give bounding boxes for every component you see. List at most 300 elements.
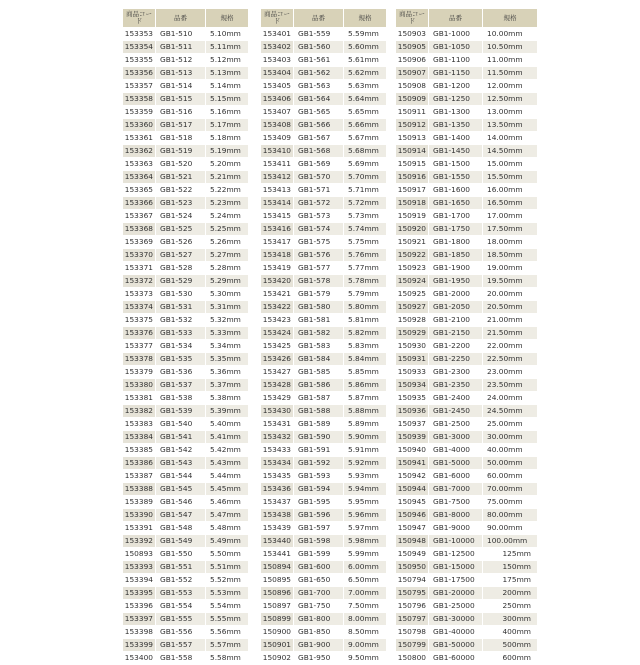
part-number-cell: GB1-950 (294, 652, 344, 665)
spec-cell: 5.77mm (344, 262, 387, 275)
part-number-cell: GB1-571 (294, 184, 344, 197)
product-code-cell: 153365 (123, 184, 156, 197)
table-row (123, 639, 249, 652)
table-row (261, 28, 387, 41)
part-number-cell: GB1-40000 (429, 626, 483, 639)
product-code-cell: 150799 (396, 639, 429, 652)
spec-cell: 5.66mm (344, 119, 387, 132)
part-number-cell: GB1-1950 (429, 275, 483, 288)
spec-cell: 5.93mm (344, 470, 387, 483)
part-number-cell: GB1-514 (156, 80, 206, 93)
table-row (396, 418, 538, 431)
table-row (396, 535, 538, 548)
part-number-cell: GB1-2200 (429, 340, 483, 353)
product-code-cell: 153396 (123, 600, 156, 613)
part-number-cell: GB1-574 (294, 223, 344, 236)
product-code-cell: 150923 (396, 262, 429, 275)
table-row (396, 626, 538, 639)
table-row (123, 145, 249, 158)
part-number-cell: GB1-565 (294, 106, 344, 119)
header-code: 商品コード (123, 9, 156, 28)
table-row (261, 132, 387, 145)
product-code-cell: 153391 (123, 522, 156, 535)
part-number-cell: GB1-573 (294, 210, 344, 223)
part-number-cell: GB1-1900 (429, 262, 483, 275)
table-row (396, 158, 538, 171)
spec-cell: 5.27mm (206, 249, 249, 262)
table-row (396, 145, 538, 158)
part-number-cell: GB1-535 (156, 353, 206, 366)
spec-cell: 5.92mm (344, 457, 387, 470)
spec-cell: 5.23mm (206, 197, 249, 210)
part-number-cell: GB1-1250 (429, 93, 483, 106)
table-row (123, 457, 249, 470)
part-number-cell: GB1-1200 (429, 80, 483, 93)
product-code-cell: 153392 (123, 535, 156, 548)
spec-cell: 5.99mm (344, 548, 387, 561)
spec-cell: 400mm (483, 626, 538, 639)
part-number-cell: GB1-570 (294, 171, 344, 184)
table-row (396, 262, 538, 275)
table-row (261, 457, 387, 470)
table-row (123, 106, 249, 119)
spec-cell: 5.72mm (344, 197, 387, 210)
table-row (396, 249, 538, 262)
product-code-cell: 150900 (261, 626, 294, 639)
table-row (123, 223, 249, 236)
spec-cell: 11.00mm (483, 54, 538, 67)
part-number-cell: GB1-579 (294, 288, 344, 301)
product-code-cell: 150937 (396, 418, 429, 431)
part-number-cell: GB1-538 (156, 392, 206, 405)
product-code-cell: 153424 (261, 327, 294, 340)
table-row (123, 405, 249, 418)
spec-cell: 5.20mm (206, 158, 249, 171)
table-row (123, 41, 249, 54)
spec-cell: 19.00mm (483, 262, 538, 275)
table-row (123, 275, 249, 288)
part-number-cell: GB1-566 (294, 119, 344, 132)
part-number-cell: GB1-525 (156, 223, 206, 236)
product-code-cell: 153414 (261, 197, 294, 210)
part-number-cell: GB1-549 (156, 535, 206, 548)
spec-cell: 5.79mm (344, 288, 387, 301)
table-row (123, 236, 249, 249)
spec-cell: 60.00mm (483, 470, 538, 483)
spec-cell: 8.00mm (344, 613, 387, 626)
part-number-cell: GB1-546 (156, 496, 206, 509)
product-code-cell: 150894 (261, 561, 294, 574)
spec-cell: 500mm (483, 639, 538, 652)
spec-cell: 125mm (483, 548, 538, 561)
product-code-cell: 153373 (123, 288, 156, 301)
spec-cell: 5.39mm (206, 405, 249, 418)
part-number-cell: GB1-1100 (429, 54, 483, 67)
spec-cell: 5.52mm (206, 574, 249, 587)
product-code-cell: 150798 (396, 626, 429, 639)
product-code-cell: 153371 (123, 262, 156, 275)
product-code-cell: 153374 (123, 301, 156, 314)
product-code-cell: 150795 (396, 587, 429, 600)
spec-cell: 5.45mm (206, 483, 249, 496)
spec-cell: 15.50mm (483, 171, 538, 184)
product-code-cell: 153359 (123, 106, 156, 119)
product-code-cell: 153388 (123, 483, 156, 496)
part-number-cell: GB1-592 (294, 457, 344, 470)
part-number-cell: GB1-513 (156, 67, 206, 80)
product-code-cell: 153417 (261, 236, 294, 249)
product-code-cell: 153426 (261, 353, 294, 366)
product-code-cell: 150930 (396, 340, 429, 353)
product-code-cell: 150896 (261, 587, 294, 600)
part-number-cell: GB1-524 (156, 210, 206, 223)
table-row (123, 353, 249, 366)
product-code-cell: 153387 (123, 470, 156, 483)
table-row (396, 171, 538, 184)
table-row (261, 496, 387, 509)
table-row (123, 67, 249, 80)
spec-cell: 19.50mm (483, 275, 538, 288)
spec-cell: 5.96mm (344, 509, 387, 522)
part-number-cell: GB1-544 (156, 470, 206, 483)
spec-cell: 5.47mm (206, 509, 249, 522)
product-code-cell: 150800 (396, 652, 429, 665)
product-code-cell: 153412 (261, 171, 294, 184)
part-number-cell: GB1-558 (156, 652, 206, 665)
spec-cell: 5.60mm (344, 41, 387, 54)
part-number-cell: GB1-2300 (429, 366, 483, 379)
spec-cell: 250mm (483, 600, 538, 613)
part-number-cell: GB1-1150 (429, 67, 483, 80)
product-code-cell: 150948 (396, 535, 429, 548)
table-row (396, 314, 538, 327)
table-row (261, 145, 387, 158)
part-number-cell: GB1-559 (294, 28, 344, 41)
product-code-cell: 150903 (396, 28, 429, 41)
spec-cell: 12.00mm (483, 80, 538, 93)
product-code-cell: 153419 (261, 262, 294, 275)
table-row (261, 184, 387, 197)
table-row (123, 379, 249, 392)
product-code-cell: 153397 (123, 613, 156, 626)
spec-cell: 5.84mm (344, 353, 387, 366)
part-number-cell: GB1-577 (294, 262, 344, 275)
spec-cell: 17.50mm (483, 223, 538, 236)
product-code-cell: 153370 (123, 249, 156, 262)
part-number-cell: GB1-542 (156, 444, 206, 457)
product-code-cell: 153378 (123, 353, 156, 366)
part-number-cell: GB1-12500 (429, 548, 483, 561)
table-row (396, 236, 538, 249)
part-number-cell: GB1-10000 (429, 535, 483, 548)
part-number-cell: GB1-2000 (429, 288, 483, 301)
product-code-cell: 153413 (261, 184, 294, 197)
table-row (396, 431, 538, 444)
product-code-cell: 150928 (396, 314, 429, 327)
table-row (123, 171, 249, 184)
table-row (261, 587, 387, 600)
product-code-cell: 153408 (261, 119, 294, 132)
table-row (123, 366, 249, 379)
part-number-cell: GB1-527 (156, 249, 206, 262)
table-row (261, 639, 387, 652)
part-number-cell: GB1-700 (294, 587, 344, 600)
header-spec: 規格 (206, 9, 249, 28)
spec-cell: 5.30mm (206, 288, 249, 301)
product-code-cell: 153441 (261, 548, 294, 561)
table-row (396, 509, 538, 522)
part-number-cell: GB1-585 (294, 366, 344, 379)
part-number-cell: GB1-575 (294, 236, 344, 249)
table-row (123, 626, 249, 639)
spec-cell: 5.82mm (344, 327, 387, 340)
spec-cell: 5.29mm (206, 275, 249, 288)
spec-cell: 17.00mm (483, 210, 538, 223)
header-part: 品番 (294, 9, 344, 28)
spec-cell: 5.18mm (206, 132, 249, 145)
spec-cell: 6.50mm (344, 574, 387, 587)
product-code-cell: 153420 (261, 275, 294, 288)
spec-cell: 21.00mm (483, 314, 538, 327)
table-row (396, 132, 538, 145)
table-row (123, 210, 249, 223)
product-code-cell: 153355 (123, 54, 156, 67)
spec-cell: 5.58mm (206, 652, 249, 665)
spec-cell: 23.50mm (483, 379, 538, 392)
table-row (261, 561, 387, 574)
table-row (261, 574, 387, 587)
table-row (396, 652, 538, 665)
spec-cell: 5.59mm (344, 28, 387, 41)
part-number-cell: GB1-1350 (429, 119, 483, 132)
part-number-cell: GB1-530 (156, 288, 206, 301)
spec-cell: 24.50mm (483, 405, 538, 418)
table-row (261, 405, 387, 418)
table-row (261, 379, 387, 392)
product-code-cell: 153402 (261, 41, 294, 54)
table-row (261, 444, 387, 457)
product-code-cell: 153405 (261, 80, 294, 93)
table-row (396, 405, 538, 418)
table-row (123, 249, 249, 262)
product-code-cell: 153428 (261, 379, 294, 392)
product-code-cell: 153404 (261, 67, 294, 80)
product-code-cell: 153380 (123, 379, 156, 392)
product-code-cell: 150911 (396, 106, 429, 119)
table-row (396, 41, 538, 54)
table-row (123, 262, 249, 275)
spec-cell: 5.11mm (206, 41, 249, 54)
product-code-cell: 153429 (261, 392, 294, 405)
spec-cell: 5.44mm (206, 470, 249, 483)
table-row (261, 158, 387, 171)
spec-cell: 14.00mm (483, 132, 538, 145)
part-number-cell: GB1-6000 (429, 470, 483, 483)
spec-table-2 (260, 8, 387, 665)
spec-cell: 21.50mm (483, 327, 538, 340)
table-row (396, 340, 538, 353)
spec-cell: 6.00mm (344, 561, 387, 574)
table-row (396, 561, 538, 574)
table-row (396, 353, 538, 366)
table-row (123, 470, 249, 483)
table-row (261, 431, 387, 444)
part-number-cell: GB1-563 (294, 80, 344, 93)
table-row (261, 171, 387, 184)
spec-cell: 5.57mm (206, 639, 249, 652)
spec-cell: 5.76mm (344, 249, 387, 262)
part-number-cell: GB1-60000 (429, 652, 483, 665)
product-code-cell: 153423 (261, 314, 294, 327)
product-code-cell: 153439 (261, 522, 294, 535)
table-row (261, 470, 387, 483)
product-code-cell: 150918 (396, 197, 429, 210)
table-row (261, 483, 387, 496)
part-number-cell: GB1-561 (294, 54, 344, 67)
product-code-cell: 153356 (123, 67, 156, 80)
table-row (261, 392, 387, 405)
part-number-cell: GB1-593 (294, 470, 344, 483)
spec-cell: 22.50mm (483, 353, 538, 366)
table-row (396, 587, 538, 600)
spec-cell: 5.37mm (206, 379, 249, 392)
table-row (123, 431, 249, 444)
product-code-cell: 153377 (123, 340, 156, 353)
product-code-cell: 150944 (396, 483, 429, 496)
spec-cell: 5.46mm (206, 496, 249, 509)
product-code-cell: 153382 (123, 405, 156, 418)
product-code-cell: 150941 (396, 457, 429, 470)
part-number-cell: GB1-7000 (429, 483, 483, 496)
spec-cell: 9.00mm (344, 639, 387, 652)
table-row (396, 457, 538, 470)
part-number-cell: GB1-1650 (429, 197, 483, 210)
spec-cell: 5.33mm (206, 327, 249, 340)
part-number-cell: GB1-522 (156, 184, 206, 197)
spec-cell: 5.69mm (344, 158, 387, 171)
spec-cell: 5.24mm (206, 210, 249, 223)
product-code-cell: 153415 (261, 210, 294, 223)
part-number-cell: GB1-17500 (429, 574, 483, 587)
spec-cell: 5.43mm (206, 457, 249, 470)
product-code-cell: 153367 (123, 210, 156, 223)
spec-cell: 23.00mm (483, 366, 538, 379)
product-code-cell: 150933 (396, 366, 429, 379)
part-number-cell: GB1-590 (294, 431, 344, 444)
product-code-cell: 153385 (123, 444, 156, 457)
part-number-cell: GB1-5000 (429, 457, 483, 470)
part-number-cell: GB1-1800 (429, 236, 483, 249)
part-number-cell: GB1-511 (156, 41, 206, 54)
part-number-cell: GB1-545 (156, 483, 206, 496)
table-row (123, 522, 249, 535)
table-row (396, 548, 538, 561)
table-row (396, 600, 538, 613)
part-number-cell: GB1-1700 (429, 210, 483, 223)
part-number-cell: GB1-594 (294, 483, 344, 496)
part-number-cell: GB1-536 (156, 366, 206, 379)
product-code-cell: 150942 (396, 470, 429, 483)
table-row (123, 197, 249, 210)
product-code-cell: 150945 (396, 496, 429, 509)
spec-cell: 5.64mm (344, 93, 387, 106)
product-code-cell: 153394 (123, 574, 156, 587)
spec-cell: 5.81mm (344, 314, 387, 327)
table-row (261, 353, 387, 366)
spec-cell: 8.50mm (344, 626, 387, 639)
spec-cell: 5.91mm (344, 444, 387, 457)
part-number-cell: GB1-750 (294, 600, 344, 613)
spec-cell: 40.00mm (483, 444, 538, 457)
product-code-cell: 153432 (261, 431, 294, 444)
product-code-cell: 150947 (396, 522, 429, 535)
table-row (396, 366, 538, 379)
spec-cell: 5.49mm (206, 535, 249, 548)
product-code-cell: 153431 (261, 418, 294, 431)
spec-cell: 5.94mm (344, 483, 387, 496)
product-code-cell: 150935 (396, 392, 429, 405)
spec-cell: 5.36mm (206, 366, 249, 379)
spec-cell: 50.00mm (483, 457, 538, 470)
part-number-cell: GB1-552 (156, 574, 206, 587)
table-row (261, 652, 387, 665)
spec-cell: 5.34mm (206, 340, 249, 353)
table-row (261, 54, 387, 67)
product-code-cell: 150917 (396, 184, 429, 197)
spec-cell: 5.41mm (206, 431, 249, 444)
part-number-cell: GB1-597 (294, 522, 344, 535)
part-number-cell: GB1-580 (294, 301, 344, 314)
product-code-cell: 153435 (261, 470, 294, 483)
table-row (396, 67, 538, 80)
spec-cell: 5.97mm (344, 522, 387, 535)
part-number-cell: GB1-526 (156, 236, 206, 249)
product-code-cell: 153437 (261, 496, 294, 509)
part-number-cell: GB1-519 (156, 145, 206, 158)
table-row (396, 275, 538, 288)
product-code-cell: 153363 (123, 158, 156, 171)
table-row (396, 522, 538, 535)
table-row (396, 639, 538, 652)
part-number-cell: GB1-1500 (429, 158, 483, 171)
spec-cell: 5.88mm (344, 405, 387, 418)
spec-cell: 5.12mm (206, 54, 249, 67)
spec-cell: 5.10mm (206, 28, 249, 41)
table-row (261, 236, 387, 249)
part-number-cell: GB1-2500 (429, 418, 483, 431)
header-code: 商品コード (396, 9, 429, 28)
product-code-cell: 150922 (396, 249, 429, 262)
part-number-cell: GB1-1000 (429, 28, 483, 41)
spec-cell: 11.50mm (483, 67, 538, 80)
part-number-cell: GB1-533 (156, 327, 206, 340)
product-code-cell: 153358 (123, 93, 156, 106)
product-code-cell: 153418 (261, 249, 294, 262)
spec-cell: 5.28mm (206, 262, 249, 275)
spec-cell: 300mm (483, 613, 538, 626)
part-number-cell: GB1-531 (156, 301, 206, 314)
table-row (261, 67, 387, 80)
table-row (396, 106, 538, 119)
table-row (123, 184, 249, 197)
spec-cell: 16.50mm (483, 197, 538, 210)
spec-cell: 5.98mm (344, 535, 387, 548)
product-code-cell: 150949 (396, 548, 429, 561)
part-number-cell: GB1-523 (156, 197, 206, 210)
part-number-cell: GB1-554 (156, 600, 206, 613)
part-number-cell: GB1-557 (156, 639, 206, 652)
product-code-cell: 153400 (123, 652, 156, 665)
